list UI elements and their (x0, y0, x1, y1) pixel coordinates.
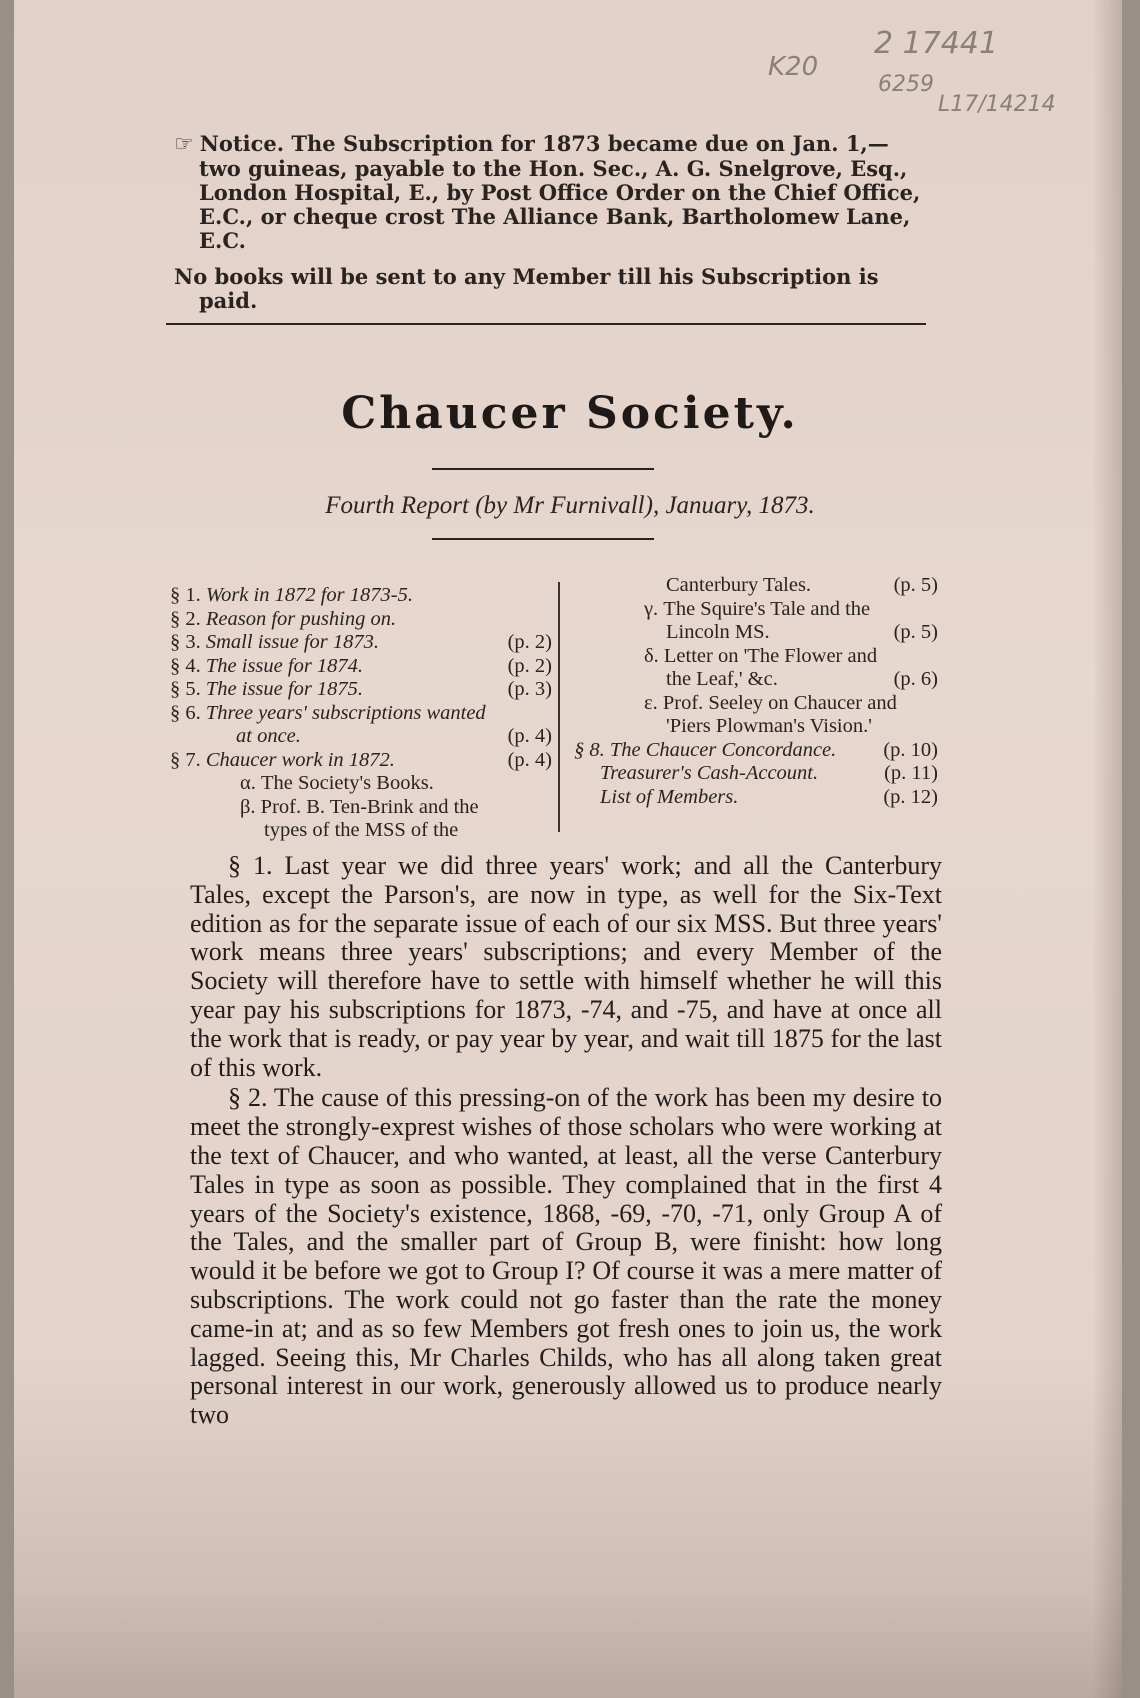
toc-item: § 8. The Chaucer Concordance. (p. 10) (574, 738, 938, 761)
toc-item: at once. (p. 4) (236, 725, 552, 747)
handwritten-note: 2 17441 (874, 26, 999, 61)
toc-item: δ. Letter on 'The Flower and (644, 644, 878, 667)
handwritten-note: 6259 (878, 72, 934, 97)
toc-item: § 2. Reason for pushing on. (170, 607, 397, 630)
table-of-contents-left (170, 584, 552, 843)
divider (166, 323, 926, 325)
paragraph: § 1. Last year we did three years' work; and all the Canterbury Tales, except the Parson's, are now in type, as well for the Six-Text edition as for the separate issue of each of our six MSS. But three years' work means three years' subscriptions; and every Member of the Society will therefore have to settle with himself whether he will this year pay his subscriptions for 1873, -74, and -75, and have at once all the work that is ready, or pay year by year, and wait till 1875 for the last of this work. (190, 851, 942, 1082)
subscription-notice (174, 132, 934, 325)
pointing-hand-icon: ☞ (174, 132, 194, 157)
toc-item: types of the MSS of the (264, 819, 459, 841)
notice-payment-text: No books will be sent to any Member till his Subscription is paid. (174, 264, 879, 313)
divider (432, 468, 654, 470)
report-subtitle: Fourth Report (by Mr Furnivall), January, 1873. (325, 492, 815, 519)
toc-item: Treasurer's Cash-Account. (p. 11) (600, 762, 938, 784)
handwritten-note: K20 (768, 52, 819, 82)
divider (432, 538, 654, 540)
document-page (14, 0, 1122, 1698)
toc-column-divider (558, 582, 560, 832)
page-title: Chaucer Society. (341, 388, 799, 439)
table-of-contents-right (574, 574, 938, 809)
handwritten-note: L17/14214 (938, 92, 1056, 117)
toc-item: the Leaf,' &c. (p. 6) (666, 668, 938, 690)
toc-item: § 7. Chaucer work in 1872. (p. 4) (170, 748, 552, 771)
report-body (190, 852, 942, 1432)
toc-item: 'Piers Plowman's Vision.' (666, 715, 872, 737)
toc-item: List of Members. (p. 12) (600, 785, 938, 808)
toc-item: α. The Society's Books. (240, 772, 434, 794)
toc-item: β. Prof. B. Ten-Brink and the (240, 795, 479, 818)
toc-item: § 3. Small issue for 1873. (p. 2) (170, 631, 552, 653)
toc-item: ε. Prof. Seeley on Chaucer and (644, 691, 897, 714)
toc-item: § 4. The issue for 1874. (p. 2) (170, 654, 552, 677)
toc-item: γ. The Squire's Tale and the (644, 597, 871, 620)
toc-item: § 5. The issue for 1875. (p. 3) (170, 678, 552, 700)
toc-item: § 6. Three years' subscriptions wanted (170, 701, 486, 724)
toc-item: § 1. Work in 1872 for 1873-5. (170, 584, 413, 606)
toc-item: Canterbury Tales. (p. 5) (666, 574, 938, 596)
toc-item: Lincoln MS. (p. 5) (666, 621, 938, 643)
notice-text: Notice. The Subscription for 1873 became due on Jan. 1,— two guineas, payable to the Hon. Sec., A. G. Snelgrove, Esq., London Hospital, E., by Post Office Order on the Chief Office, E.C., or cheque crost The Alliance Bank, Bartholomew Lane, E.C. (199, 131, 921, 253)
paragraph: § 2. The cause of this pressing-on of the work has been my desire to meet the strongly-exprest wishes of those scholars who were working at the text of Chaucer, and who wanted, at least, all the verse Canterbury Tales in type as soon as possible. They complained that in the first 4 years of the Society's existence, 1868, -69, -70, -71, only Group A of the Tales, and the smaller part of Group B, were finisht: how long would it be before we got to Group I? Of course it was a mere matter of subscriptions. The work could not go faster than the rate the money came-in at; and as so few Members got fresh ones to join us, the work lagged. Seeing this, Mr Charles Childs, who has all along taken great personal interest in our work, generously allowed us to produce nearly two (190, 1083, 942, 1430)
